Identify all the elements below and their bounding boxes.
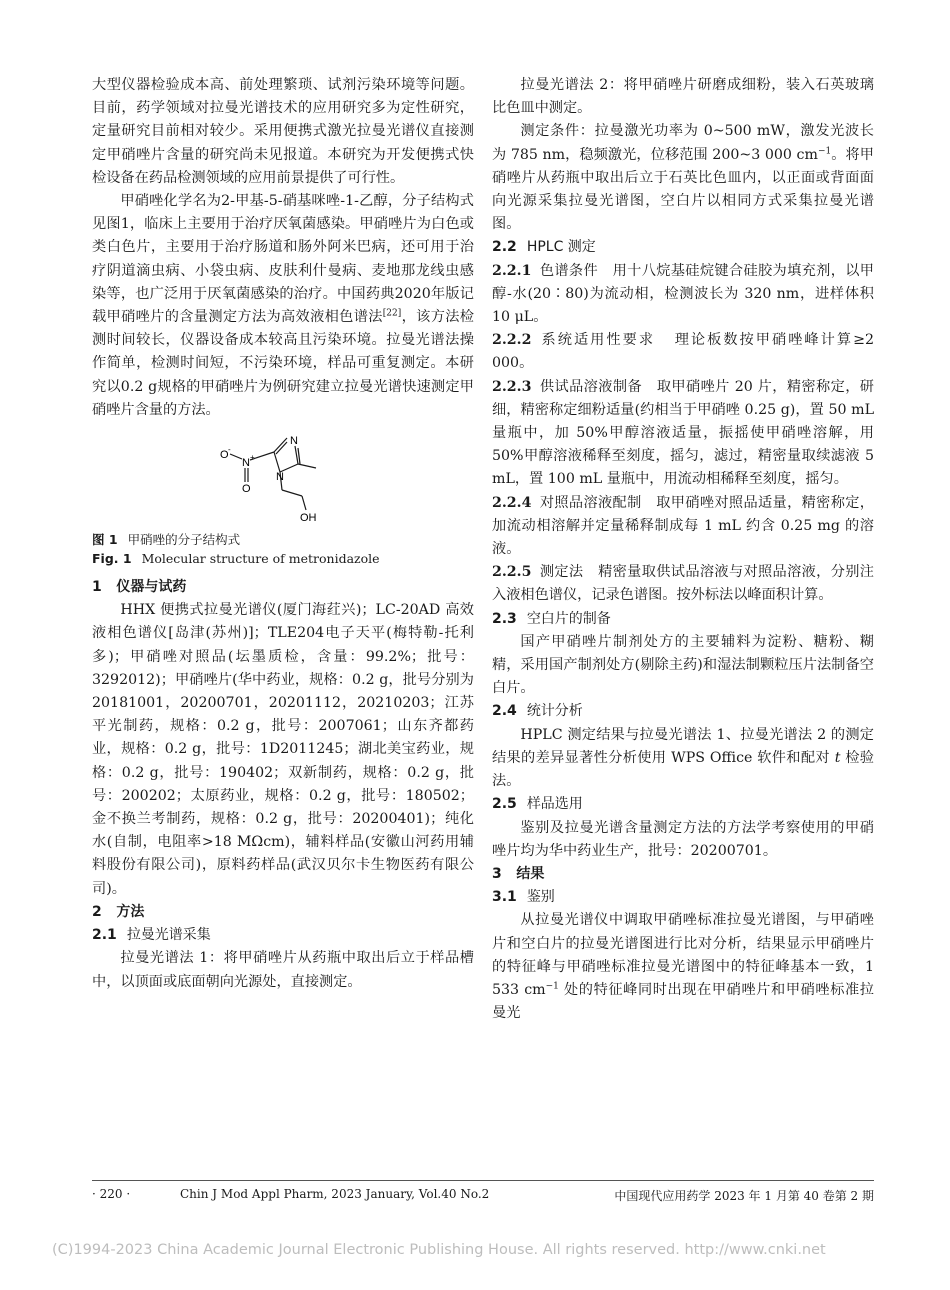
molecular-structure-figure xyxy=(92,430,474,522)
statistics-paragraph: HPLC 测定结果与拉曼光谱法 1、拉曼光谱法 2 的测定结果的差异显著性分析使用 WPS Office 软件和配对 t 检验法。 xyxy=(492,726,874,790)
section-1-heading: 1 仪器与试药 xyxy=(92,579,187,596)
intro-paragraph: 大型仪器检验成本高、前处理繁琐、试剂污染环境等问题。目前，药学领域对拉曼光谱技术的应用研究多为定性研究，定量研究目前相对较少。采用便携式激光拉曼光谱仪直接测定甲硝唑片含量的研究尚未见报道。本研究为开发便携式快检设备在药品检测领域的应用前景提供了可行性。 xyxy=(92,77,474,186)
chemistry-paragraph: 甲硝唑化学名为2-甲基-5-硝基咪唑-1-乙醇，分子结构式见图1，临床上主要用于治疗厌氧菌感染。甲硝唑片为白色或类白色片，主要用于治疗肠道和肠外阿米巴病，还可用于治疗阴道滴虫病、小袋虫病、皮肤利什曼病、麦地那龙线虫感染等，也广泛用于厌氧菌感染的治疗。中国药典2020年版记载甲硝唑片的含量测定方法为高效液相色谱法[22]，该方法检测时间较长，仪器设备成本较高且污染环境。拉曼光谱法操作简单，检测时间短，不污染环境，样品可重复测定。本研究以0.2 g规格的甲硝唑片为例研究建立拉曼光谱快速测定甲硝唑片含量的方法。 xyxy=(92,193,474,418)
page-footer xyxy=(92,1180,874,1203)
section-2-2-4: 2.2.4 对照品溶液配制 取甲硝唑对照品适量，精密称定，加流动相溶解并定量稀释制成每 1 mL 约含 0.25 mg 的溶液。 xyxy=(492,494,874,558)
ring-n-label: N xyxy=(276,471,284,484)
identification-paragraph: 从拉曼光谱仪中调取甲硝唑标准拉曼光谱图，与甲硝唑片和空白片的拉曼光谱图进行比对分析，结果显示甲硝唑片的特征峰与甲硝唑标准拉曼光谱图中的特征峰基本一致，1 533 $cm^{-1}$ 处的特征峰同时出现在甲硝唑片和甲硝唑标准拉曼光 xyxy=(492,912,874,1022)
copyright-watermark: (C)1994-2023 China Academic Journal Electronic Publishing House. All rights reserved. http://www.cnki.net xyxy=(52,1242,826,1258)
page-number: · 220 · xyxy=(92,1187,131,1201)
instruments-paragraph: HHX 便携式拉曼光谱仪(厦门海荭兴)；LC-20AD 高效液相色谱仪[岛津(苏州)]；TLE204电子天平(梅特勒-托利多)；甲硝唑对照品(坛墨质检，含量：99.2%；批号：3292012)；甲硝唑片(华中药业，规格：0.2 g，批号分别为 20181001，20200701，20201112，20210203；江苏平光制药，规格：0.2 g，批号：2007061；山东齐都药业，规格：0.2 g，批号：1D2011245；湖北美宝药业，规格：0.2 g，批号：190402；双新制药，规格：0.2 g，批号：200202；太原药业，规格：0.2 g，批号：180502；金不换兰考制药，规格：0.2 g，批号：20200401)；纯化水(自制，电阻率>18 MΩcm)，辅料样品(安徽山河药用辅料股份有限公司)，原料药样品(武汉贝尔卡生物医药有限公司)。 xyxy=(92,602,474,897)
nitro-n-label: N xyxy=(242,457,250,470)
ring-n-top-label: N xyxy=(290,435,298,448)
metronidazole-structure xyxy=(202,430,342,522)
blank-tablet-paragraph: 国产甲硝唑片制剂处方的主要辅料为淀粉、糖粉、糊精，采用国产制剂处方(剔除主药)和湿法制颗粒压片法制备空白片。 xyxy=(492,633,874,697)
right-column xyxy=(492,74,874,1025)
o-minus-label: O xyxy=(220,449,229,462)
raman-method-1-paragraph: 拉曼光谱法 1：将甲硝唑片从药瓶中取出后立于样品槽中，以顶面或底面朝向光源处，直接测定。 xyxy=(92,950,474,990)
oh-label: OH xyxy=(300,512,317,523)
citation-ref: [22] xyxy=(382,308,402,319)
section-2-4-heading: 2.4 统计分析 xyxy=(492,703,583,720)
raman-method-2-paragraph: 拉曼光谱法 2：将甲硝唑片研磨成细粉，装入石英玻璃比色皿中测定。 xyxy=(492,77,874,117)
o-double-label: O xyxy=(242,483,251,496)
section-2-2-3: 2.2.3 供试品溶液制备 取甲硝唑片 20 片，精密称定，研细，精密称定细粉适量(约相当于甲硝唑 0.25 g)，置 50 mL 量瓶中，加 50%甲醇溶液适量，振摇使甲硝唑溶解，用 50%甲醇溶液稀释至刻度，摇匀，滤过，精密量取续滤液 5 mL，置 100 mL 量瓶中，用流动相稀释至刻度，摇匀。 xyxy=(492,378,874,488)
section-2-2-5: 2.2.5 测定法 精密量取供试品溶液与对照品溶液，分别注入液相色谱仪，记录色谱图。按外标法以峰面积计算。 xyxy=(492,564,874,604)
section-2-2-2: 2.2.2 系统适用性要求 理论板数按甲硝唑峰计算≥2 000。 xyxy=(492,332,874,372)
section-2-2-1: 2.2.1 色谱条件 用十八烷基硅烷键合硅胶为填充剂，以甲醇-水(20∶80)为流动相，检测波长为 320 nm，进样体积 10 μL。 xyxy=(492,262,874,326)
journal-name-en: Chin J Mod Appl Pharm, 2023 January, Vol.40 No.2 xyxy=(180,1187,490,1201)
plus-charge: + xyxy=(250,453,255,463)
section-2-5-heading: 2.5 样品选用 xyxy=(492,796,583,813)
section-2-heading: 2 方法 xyxy=(92,903,145,920)
journal-name-cn: 中国现代应用药学 2023 年 1 月第 40 卷第 2 期 xyxy=(614,1189,874,1203)
sample-selection-paragraph: 鉴别及拉曼光谱含量测定方法的方法学考察使用的甲硝唑片均为华中药业生产，批号：20200701。 xyxy=(492,819,874,859)
section-2-1-heading: 2.1 拉曼光谱采集 xyxy=(92,927,211,944)
section-3-heading: 3 结果 xyxy=(492,865,545,882)
section-2-3-heading: 2.3 空白片的制备 xyxy=(492,610,611,627)
figure-caption-en: Fig. 1 Molecular structure of metronidazole xyxy=(92,551,380,567)
left-column xyxy=(92,74,474,994)
section-3-1-heading: 3.1 鉴别 xyxy=(492,889,555,906)
figure-caption-cn: 图 1 甲硝唑的分子结构式 xyxy=(92,532,241,548)
minus-charge: - xyxy=(228,445,231,455)
section-2-2-heading: 2.2 HPLC 测定 xyxy=(492,239,596,256)
conditions-paragraph: 测定条件：拉曼激光功率为 0~500 mW，激发光波长为 785 nm，稳频激光，位移范围 200~3 000 $cm^{-1}$。将甲硝唑片从药瓶中取出后立于石英比色皿内，以正面或背面面向光源采集拉曼光谱图，空白片以相同方式采集拉曼光谱图。 xyxy=(492,123,874,233)
